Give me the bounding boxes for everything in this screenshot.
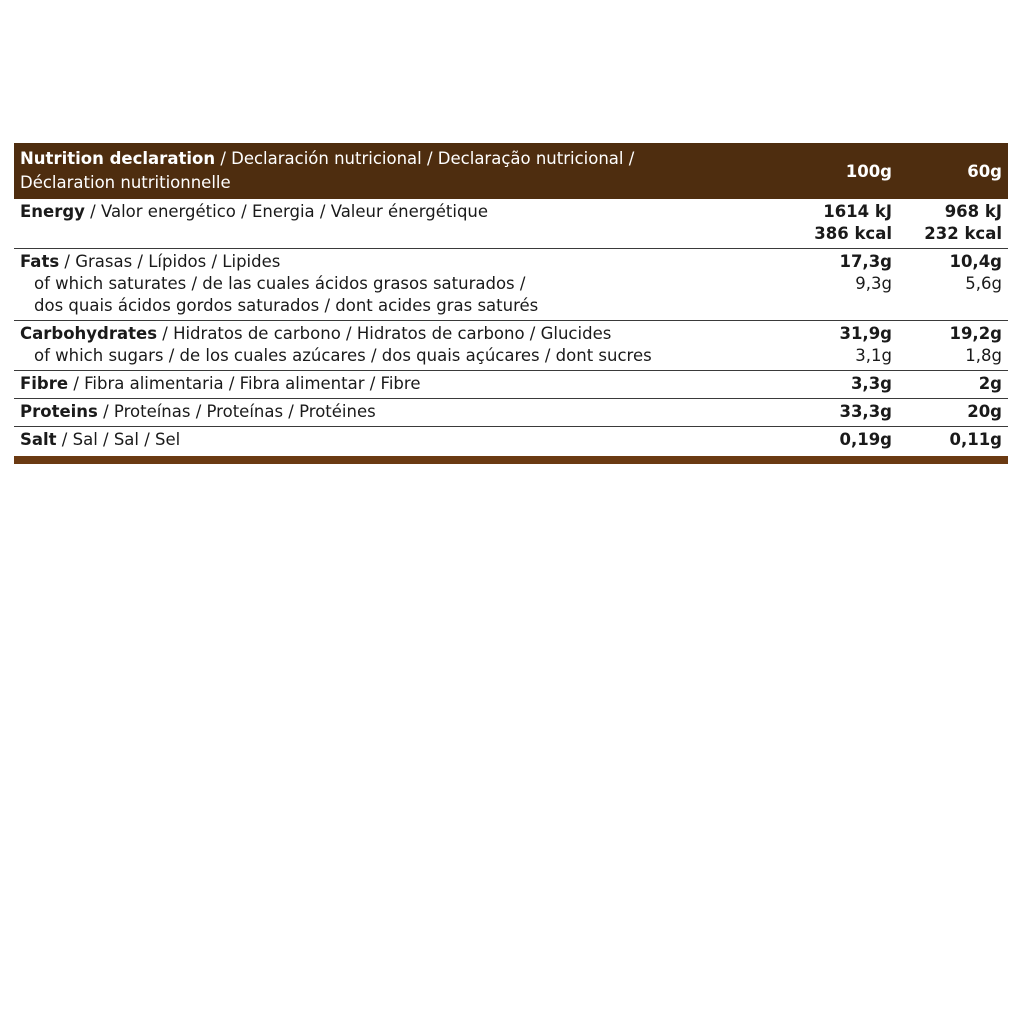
fibre-translations: / Fibra alimentaria / Fibra alimentar / Fibre xyxy=(68,374,421,393)
energy-label xyxy=(14,201,762,223)
proteins-60g-value: 20g xyxy=(967,402,1002,421)
bottom-bar xyxy=(14,456,1008,464)
energy-60g xyxy=(892,201,1008,245)
fibre-60g xyxy=(892,373,1008,395)
saturates-line2: dos quais ácidos gordos saturados / dont acides gras saturés xyxy=(34,296,539,315)
fibre-60g-value: 2g xyxy=(978,374,1002,393)
salt-100g xyxy=(762,429,892,451)
fibre-name: Fibre xyxy=(20,374,69,393)
energy-60g-kcal: 232 kcal xyxy=(924,224,1002,243)
header-col-100g: 100g xyxy=(845,161,892,181)
sugars-60g-value: 1,8g xyxy=(965,346,1002,365)
proteins-100g xyxy=(762,401,892,423)
energy-60g-kj: 968 kJ xyxy=(944,202,1002,221)
carbs-100g xyxy=(762,323,892,367)
fats-100g-value: 17,3g xyxy=(839,252,892,271)
energy-100g-kcal: 386 kcal xyxy=(814,224,892,243)
table-header xyxy=(14,143,1008,199)
carbs-60g xyxy=(892,323,1008,367)
header-title-line2: Déclaration nutritionnelle xyxy=(20,173,231,192)
proteins-100g-value: 33,3g xyxy=(839,402,892,421)
salt-100g-value: 0,19g xyxy=(839,430,892,449)
carbs-name: Carbohydrates xyxy=(20,324,158,343)
saturates-60g-value: 5,6g xyxy=(965,274,1002,293)
sugars-line: of which sugars / de los cuales azúcares / dos quais açúcares / dont sucres xyxy=(34,346,652,365)
fats-label xyxy=(14,251,762,317)
salt-60g xyxy=(892,429,1008,451)
header-title xyxy=(14,143,762,199)
proteins-name: Proteins xyxy=(20,402,98,421)
carbs-translations: / Hidratos de carbono / Hidratos de carbono / Glucides xyxy=(157,324,612,343)
fats-60g-value: 10,4g xyxy=(949,252,1002,271)
energy-name: Energy xyxy=(20,202,85,221)
row-energy xyxy=(14,199,1008,249)
row-carbohydrates xyxy=(14,321,1008,371)
header-title-rest: / Declaración nutricional / Declaração nutricional / xyxy=(215,149,635,168)
energy-100g xyxy=(762,201,892,245)
energy-100g-kj: 1614 kJ xyxy=(823,202,892,221)
header-title-bold: Nutrition declaration xyxy=(20,149,216,168)
row-fibre xyxy=(14,371,1008,399)
salt-translations: / Sal / Sal / Sel xyxy=(56,430,181,449)
row-fats xyxy=(14,249,1008,321)
carbs-100g-value: 31,9g xyxy=(839,324,892,343)
fibre-100g xyxy=(762,373,892,395)
fats-translations: / Grasas / Lípidos / Lipides xyxy=(59,252,281,271)
carbs-label xyxy=(14,323,762,367)
sugars-100g-value: 3,1g xyxy=(855,346,892,365)
nutrition-table xyxy=(14,143,1008,464)
saturates-line1: of which saturates / de las cuales ácidos grasos saturados / xyxy=(34,274,526,293)
row-salt xyxy=(14,427,1008,454)
fats-60g xyxy=(892,251,1008,295)
carbs-60g-value: 19,2g xyxy=(949,324,1002,343)
salt-label xyxy=(14,429,762,451)
salt-name: Salt xyxy=(20,430,57,449)
proteins-translations: / Proteínas / Proteínas / Protéines xyxy=(97,402,376,421)
saturates-100g-value: 9,3g xyxy=(855,274,892,293)
fibre-label xyxy=(14,373,762,395)
row-proteins xyxy=(14,399,1008,427)
fats-100g xyxy=(762,251,892,295)
proteins-label xyxy=(14,401,762,423)
fibre-100g-value: 3,3g xyxy=(850,374,892,393)
energy-translations: / Valor energético / Energia / Valeur énergétique xyxy=(84,202,489,221)
proteins-60g xyxy=(892,401,1008,423)
header-col-60g: 60g xyxy=(967,161,1002,181)
salt-60g-value: 0,11g xyxy=(949,430,1002,449)
fats-name: Fats xyxy=(20,252,60,271)
